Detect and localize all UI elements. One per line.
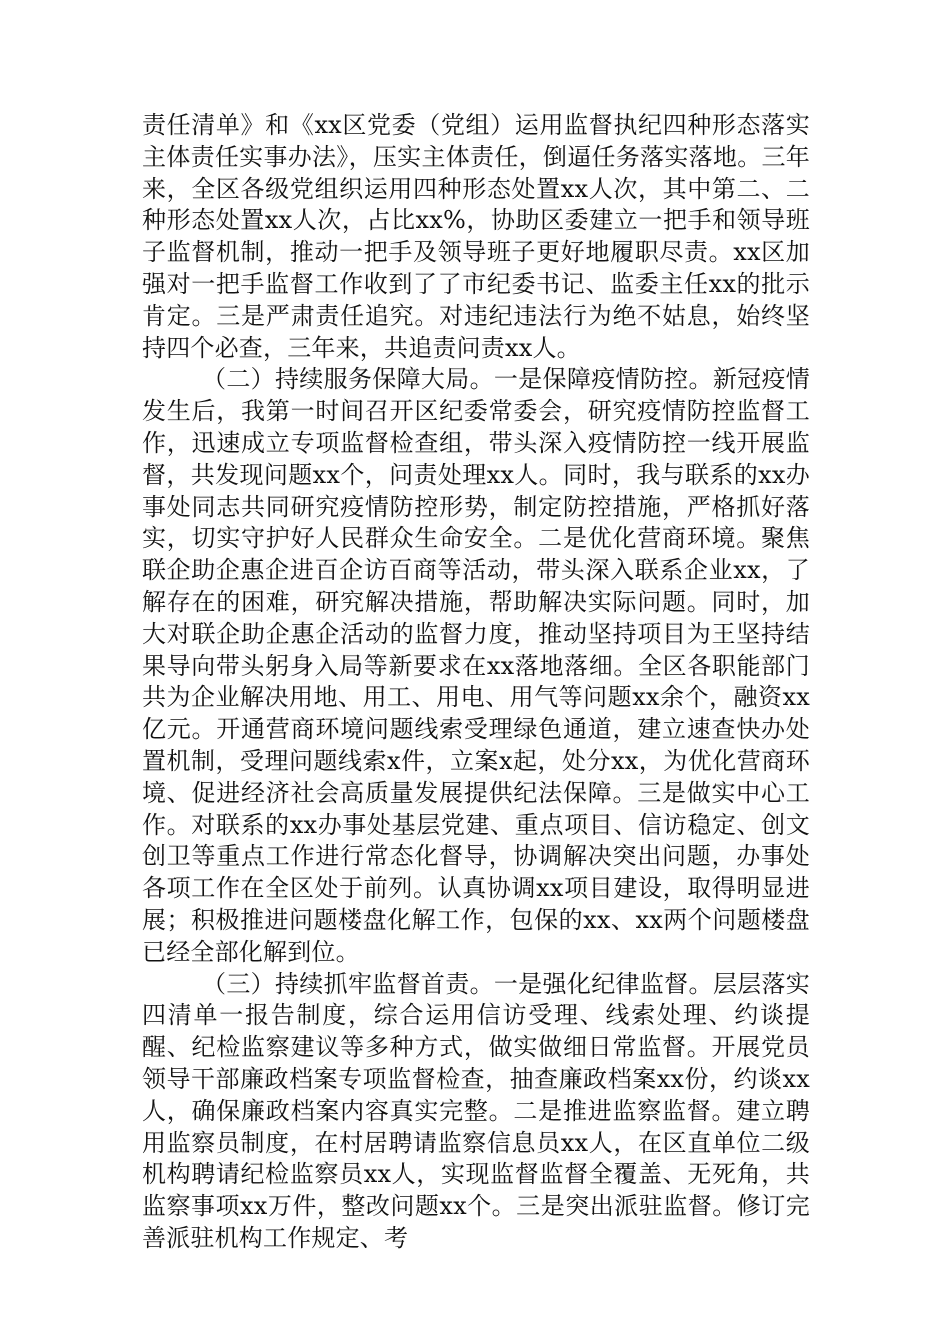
document-body (142, 110, 810, 1255)
paragraph-responsibility: 责任清单》和《xx区党委（党组）运用监督执纪四种形态落实主体责任实事办法》，压实主体责任，倒逼任务落实落地。三年来，全区各级党组织运用四种形态处置xx人次，其中第二、二种形态处置xx人次，占比xx%，协助区委建立一把手和领导班子监督机制，推动一把手及领导班子更好地履职尽责。xx区加强对一把手监督工作收到了了市纪委书记、监委主任xx的批示肯定。三是严肃责任追究。对违纪违法行为绝不姑息，始终坚持四个必查，三年来，共追责问责xx人。 (142, 111, 810, 362)
paragraph-supervision: （三）持续抓牢监督首责。一是强化纪律监督。层层落实四清单一报告制度，综合运用信访受理、线索处理、约谈提醒、纪检监察建议等多种方式，做实做细日常监督。开展党员领导干部廉政档案专项监督检查，抽查廉政档案xx份，约谈xx人，确保廉政档案内容真实完整。二是推进监察监督。建立聘用监察员制度，在村居聘请监察信息员xx人，在区直单位二级机构聘请纪检监察员xx人，实现监督监督全覆盖、无死角，共监察事项xx万件，整改问题xx个。三是突出派驻监督。修订完善派驻机构工作规定、考 (142, 969, 810, 1252)
paragraph-serve-overall: （二）持续服务保障大局。一是保障疫情防控。新冠疫情发生后，我第一时间召开区纪委常委会，研究疫情防控监督工作，迅速成立专项监督检查组，带头深入疫情防控一线开展监督，共发现问题xx个，问责处理xx人。同时，我与联系的xx办事处同志共同研究疫情防控形势，制定防控措施，严格抓好落实，切实守护好人民群众生命安全。二是优化营商环境。聚焦联企助企惠企进百企访百商等活动，带头深入联系企业xx，了解存在的困难，研究解决措施，帮助解决实际问题。同时，加大对联企助企惠企活动的监督力度，推动坚持项目为王坚持结果导向带头躬身入局等新要求在xx落地落细。全区各职能部门共为企业解决用地、用工、用电、用气等问题xx余个，融资xx亿元。开通营商环境问题线索受理绿色通道，建立速查快办处置机制，受理问题线索x件，立案x起，处分xx，为优化营商环境、促进经济社会高质量发展提供纪法保障。三是做实中心工作。对联系的xx办事处基层党建、重点项目、信访稳定、创文创卫等重点工作进行常态化督导，协调解决突出问题，办事处各项工作在全区处于前列。认真协调xx项目建设，取得明显进展；积极推进问题楼盘化解工作，包保的xx、xx两个问题楼盘已经全部化解到位。 (142, 365, 810, 966)
